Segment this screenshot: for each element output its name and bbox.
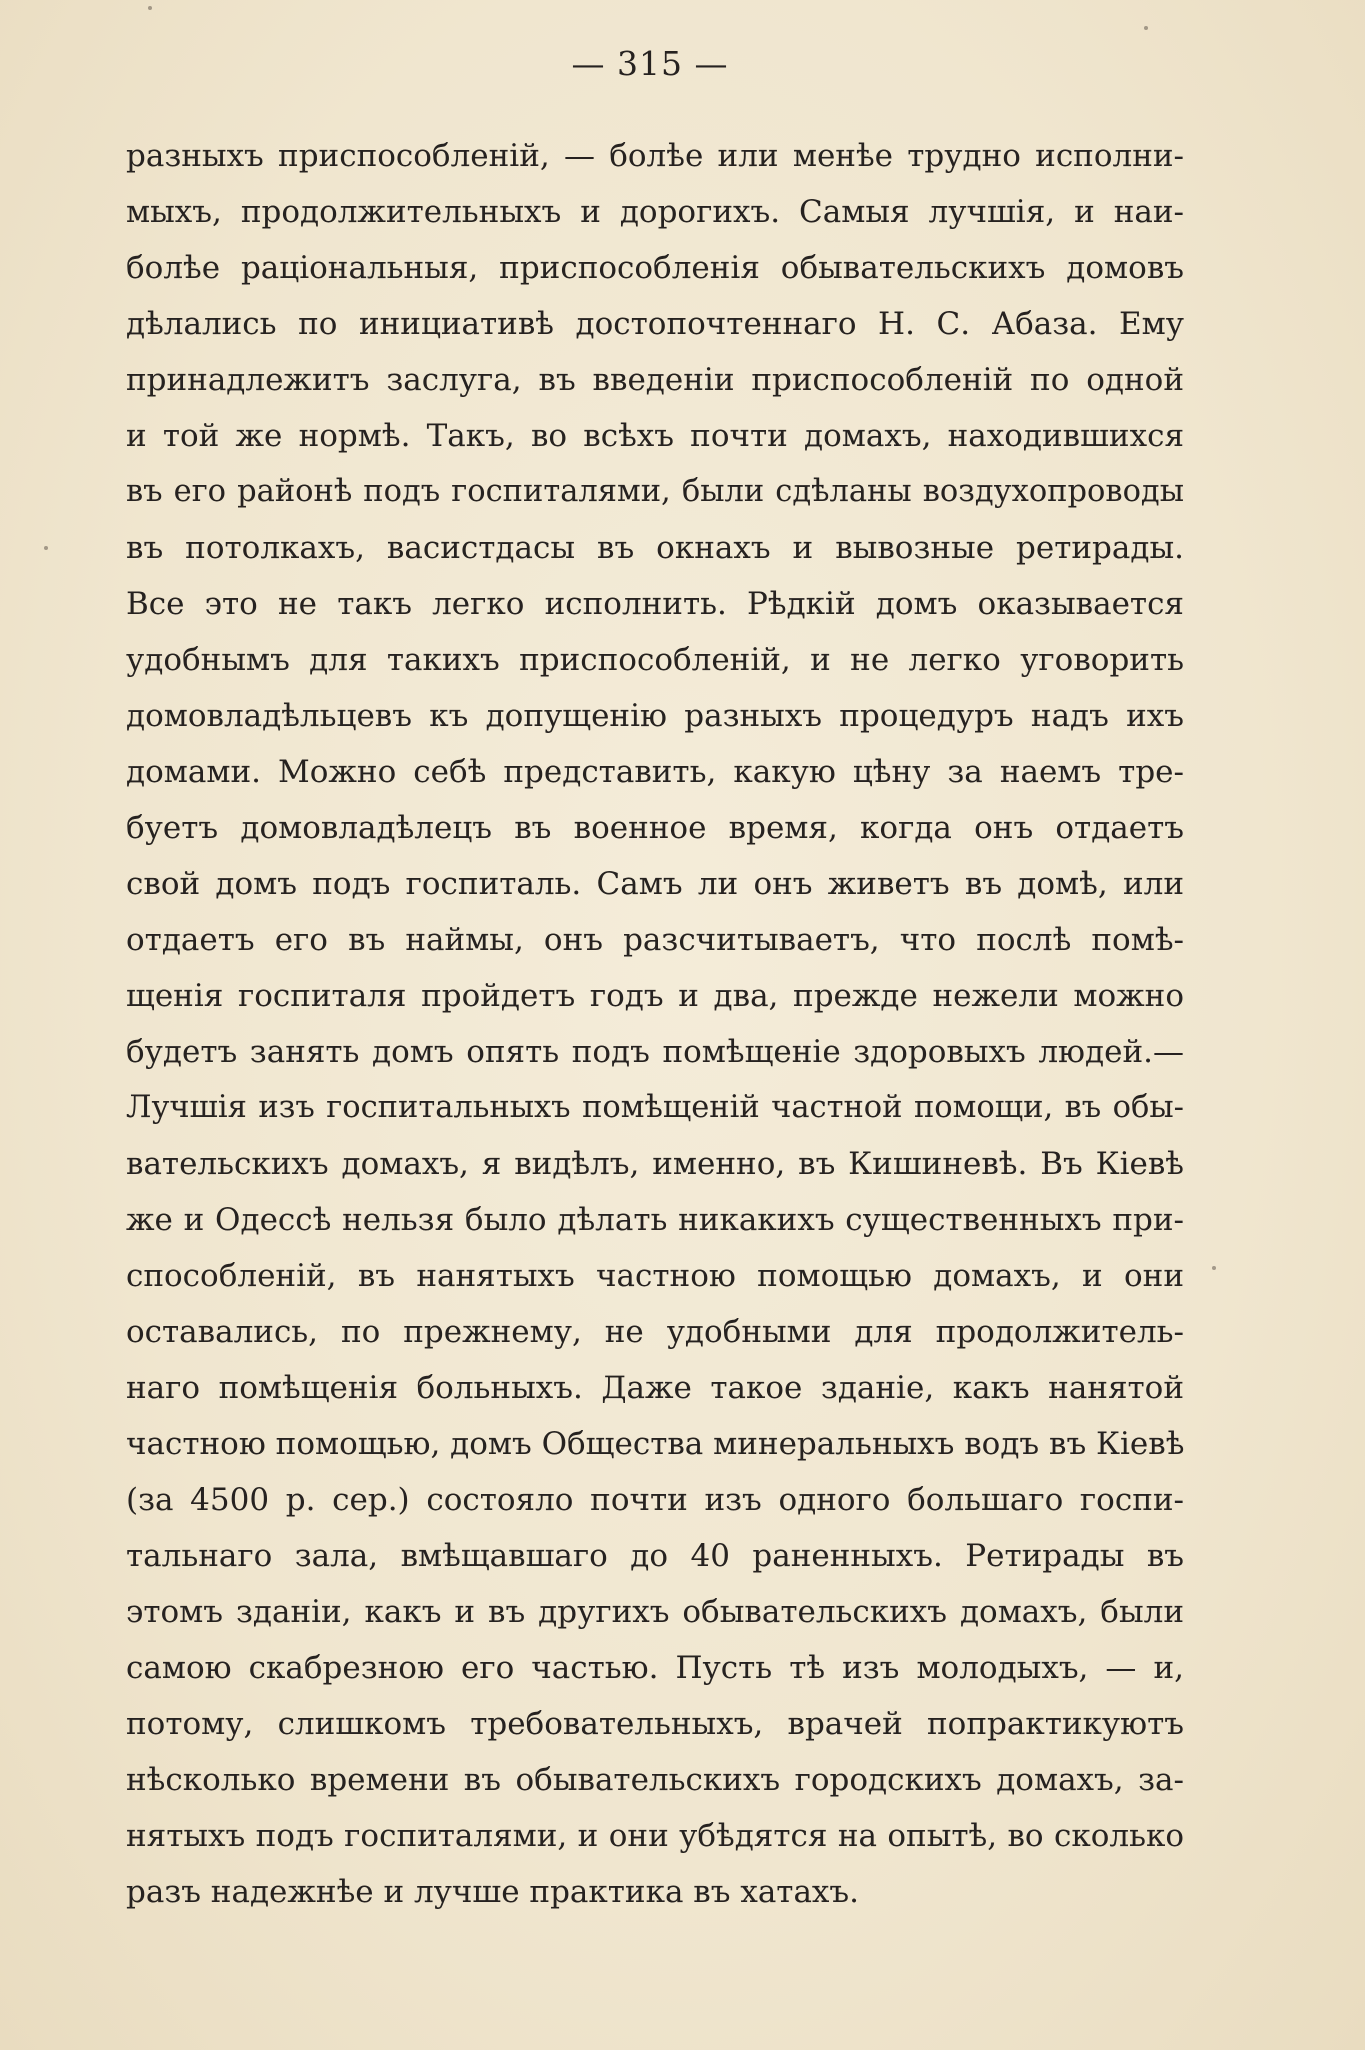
text-line: щенія госпиталя пройдетъ годъ и два, прежде нежели можно	[126, 978, 1184, 1014]
paper-speck	[44, 546, 48, 550]
text-line: разныхъ приспособленій, — болѣе или менѣе трудно исполни-	[126, 138, 1184, 174]
paper-speck	[1144, 26, 1148, 30]
text-line: нѣсколько времени въ обывательскихъ городскихъ домахъ, за-	[126, 1762, 1184, 1798]
text-line: и той же нормѣ. Такъ, во всѣхъ почти домахъ, находившихся	[126, 418, 1184, 454]
text-line: дѣлались по инициативѣ достопочтеннаго Н. С. Абаза. Ему	[126, 306, 1184, 342]
paper-speck	[1212, 1266, 1216, 1270]
text-line: нятыхъ подъ госпиталями, и они убѣдятся на опытѣ, во сколько	[126, 1818, 1184, 1854]
text-line: удобнымъ для такихъ приспособленій, и не легко уговорить	[126, 642, 1184, 678]
text-line: отдаетъ его въ наймы, онъ разсчитываетъ, что послѣ помѣ-	[126, 922, 1184, 958]
body-text	[126, 128, 1184, 1920]
text-line: домами. Можно себѣ представить, какую цѣну за наемъ тре-	[126, 754, 1184, 790]
text-line: этомъ зданіи, какъ и въ другихъ обывательскихъ домахъ, были	[126, 1594, 1184, 1630]
text-line: принадлежитъ заслуга, въ введеніи приспособленій по одной	[126, 362, 1184, 398]
text-line: свой домъ подъ госпиталь. Самъ ли онъ живетъ въ домѣ, или	[126, 866, 1184, 902]
text-line: вательскихъ домахъ, я видѣлъ, именно, въ Кишиневѣ. Въ Кіевѣ	[126, 1146, 1184, 1182]
page-number: — 315 —	[571, 44, 729, 83]
text-line: частною помощью, домъ Общества минеральныхъ водъ въ Кіевѣ	[126, 1426, 1184, 1462]
text-line: (за 4500 р. сер.) состояло почти изъ одного большаго госпи-	[126, 1482, 1184, 1518]
text-line: потому, слишкомъ требовательныхъ, врачей попрактикуютъ	[126, 1706, 1184, 1742]
text-line: способленій, въ нанятыхъ частною помощью домахъ, и они	[126, 1258, 1184, 1294]
text-line: Лучшія изъ госпитальныхъ помѣщеній частной помощи, въ обы-	[126, 1090, 1184, 1125]
text-line: мыхъ, продолжительныхъ и дорогихъ. Самыя лучшія, и наи-	[126, 194, 1184, 230]
text-line: буетъ домовладѣлецъ въ военное время, когда онъ отдаетъ	[126, 810, 1184, 846]
text-line: въ его районѣ подъ госпиталями, были сдѣланы воздухопроводы	[126, 474, 1184, 509]
text-line: же и Одессѣ нельзя было дѣлать никакихъ существенныхъ при-	[126, 1202, 1184, 1238]
text-line: тальнаго зала, вмѣщавшаго до 40 раненныхъ. Ретирады въ	[126, 1538, 1184, 1574]
text-line: будетъ занять домъ опять подъ помѣщеніе здоровыхъ людей.—	[126, 1034, 1184, 1070]
text-line: оставались, по прежнему, не удобными для продолжитель-	[126, 1314, 1184, 1350]
paper-speck	[148, 6, 152, 10]
text-line: въ потолкахъ, васистдасы въ окнахъ и вывозные ретирады.	[126, 530, 1184, 566]
text-line: самою скабрезною его частью. Пусть тѣ изъ молодыхъ, — и,	[126, 1650, 1184, 1686]
text-line: болѣе раціональныя, приспособленія обывательскихъ домовъ	[126, 250, 1184, 286]
text-line: наго помѣщенія больныхъ. Даже такое зданіе, какъ нанятой	[126, 1370, 1184, 1406]
text-line-last: разъ надежнѣе и лучше практика въ хатахъ.	[126, 1874, 859, 1910]
text-line: Все это не такъ легко исполнить. Рѣдкій домъ оказывается	[126, 586, 1184, 622]
text-line: домовладѣльцевъ къ допущенію разныхъ процедуръ надъ ихъ	[126, 698, 1184, 734]
